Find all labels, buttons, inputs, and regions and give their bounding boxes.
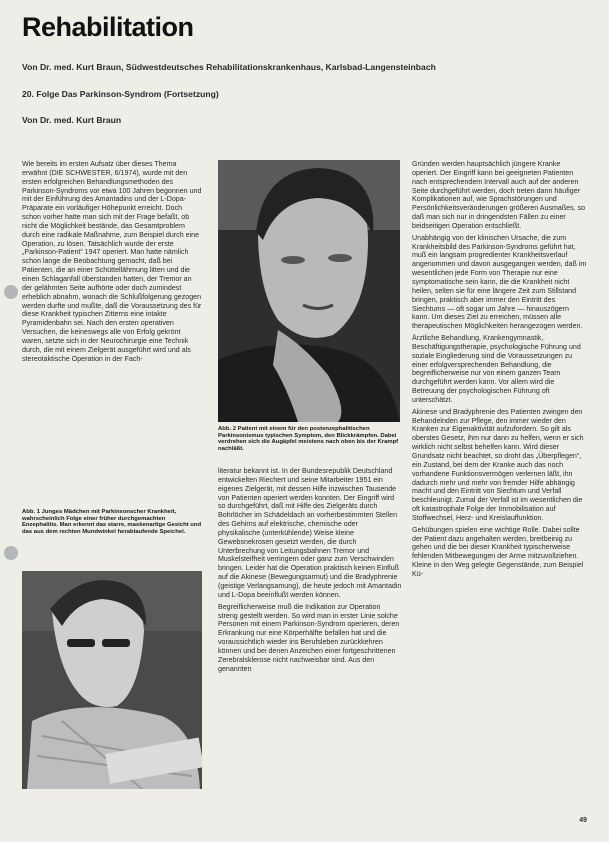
column-3 (412, 160, 588, 582)
author-affiliation: Von Dr. med. Kurt Braun, Südwestdeutsches Rehabilitationskrankenhaus, Karlsbad-Langensteinbach (22, 62, 436, 72)
column-2 (218, 467, 402, 676)
paragraph: literatur bekannt ist. In der Bundesrepublik Deutschland entwickelten Riechert und seine Mitarbeiter 1951 ein eigenes Zielgerät, mit dessen Hilfe inzwischen Tausende von Patienten operiert werden konnten. Der Eingriff wird so durchgeführt, daß mit Hilfe des Zielgeräts durch Bohrlöcher im Schädeldach an vorherbestimmten Stellen des Gehirns auf elektrische, chemische oder physikalische (unterkühlende) Weise kleine Gewebsnekrosen gesetzt werden, die durch Unterbrechung von Leitungsbahnen Tremor und Muskelsteifheit verringern oder ganz zum Verschwinden bringen. Leider hat die Operation praktisch keinen Einfluß auf die Akinese (Bewegungsarmut) und die Bradyphrenie (geistige Verlangsamung), die heute jedoch mit Amantadin und L-Dopa beeinflußt werden können. (218, 467, 402, 599)
binder-hole-bottom (4, 546, 18, 560)
figure-1-photo (22, 571, 202, 789)
figure-1-caption: Abb. 1 Junges Mädchen mit Parkinsonscher Krankheit, wahrscheinlich Folge einer früher durchgemachten Enzephalitis. Man erkennt das starre, maskenartige Gesicht und das aus dem rechten Mundwinkel herablaufende Speichel. (22, 509, 202, 535)
series-heading: 20. Folge Das Parkinson-Syndrom (Fortsetzung) (22, 89, 219, 99)
paragraph: Begreiflicherweise muß die Indikation zur Operation streng gestellt werden. So wird man in erster Linie solche Personen mit einem Parkinson-Syndrom operieren, deren Erkrankung nur eine Körperhälfte befallen hat und die voraussichtlich wieder ins Berufsleben zurückkehren können und bei denen Anzeichen einer fortgeschrittenen Zerebralsklerose nicht nachweisbar sind. Aus den genannten (218, 602, 400, 673)
paragraph: Unabhängig von der klinischen Ursache, die zum Krankheitsbild des Parkinson-Syndroms geführt hat, muß ein langsam progredienter Krankheitsverlauf angenommen und davon ausgegangen werden, daß im wesentlichen jede Form von Therapie nur eine symptomatische sein kann, die die Krankheit nicht heilen, selten sie für eine längere Zeit zum Stillstand bringen, praktisch aber immer den Eintritt des Siechtums — oft sogar um Jahre — hinauszögern kann. Um dieses Ziel zu erreichen, müssen alle therapeutischen Möglichkeiten herangezogen werden. (412, 233, 587, 331)
article-title: Rehabilitation (22, 12, 194, 42)
figure-2-caption: Abb. 2 Patient mit einem für den postenzephalitischen Parkinsonismus typischen Symptom, den Blickkrämpfen. Dabei verdrehen sich die Augäpfel meistens nach oben bis der Krampf nachläßt. (218, 426, 399, 452)
column-1 (22, 160, 202, 366)
paragraph: Akinese und Bradyphrenie des Patienten zwingen den Behandelnden zur Pflege, den immer wieder den Kranken zur Eigenaktivität aufzufordern. So gilt als oberstes Gesetz, ihm nur dann zu helfen, wenn er sich wirklich nicht selbst behelfen kann. Wird dieser Grundsatz nicht beachtet, so droht das „Überpflegen“, ein Zustand, bei dem der Kranke auch das noch vorhandene Funktionsvermögen verlernen läßt, ihn dadurch mehr und mehr von fremder Hilfe abhängig macht und den Eintritt von Siechtum und Verfall beschleunigt. Zumal der Verfall ist im wesentlichen die oft katastrophale Folge der Immobilisation auf Stoffwechsel, Herz- und Kreislauffunktion. (412, 407, 584, 522)
binder-hole-top (4, 285, 18, 299)
byline: Von Dr. med. Kurt Braun (22, 115, 122, 125)
page-number: 49 (579, 817, 587, 824)
paragraph: Wie bereits im ersten Aufsatz über dieses Thema erwähnt (DIE SCHWESTER, 6/1974), wurde mit den ersten erfolgreichen Behandlungsmethoden des Parkinson-Syndroms vor etwa 100 Jahren begonnen und mit der Einführung des Amantadins und der L-Dopa-Präparate ein vorläufiger Höhepunkt erreicht. Doch schon vorher hatte man sich mit der Frage befaßt, ob nicht die Möglichkeit bestände, das Gesamtproblem durch eine radikale Maßnahme, zum Beispiel durch eine Operation, zu lösen. Tatsächlich wurde der erste „Parkinson-Patient“ 1947 operiert. Man hatte nämlich schon lange die Beobachtung gemacht, daß bei Patienten, die an einer Schüttellähmung litten und die einen Schlaganfall überstanden hatten, der Tremor an der gelähmten Seite aufhörte oder doch zumindest erheblich abnahm, wonach die Schlußfolgerung gezogen werden durfte und mußte, daß die Voraussetzung des für diese Krankheit typischen Zitterns eine intakte Pyramidenbahn sei. Nach den ersten operativen Versuchen, die keineswegs alle von Erfolg gekrönt waren, setzte sich in der Neurochirurgie eine Technik durch, die mit einem Zielgerät ausgeführt wird und als stereotaktische Operation in der Fach- (22, 160, 202, 363)
paragraph: Gehübungen spielen eine wichtige Rolle. Dabei sollte der Patient dazu angehalten werden, breitbeinig zu gehen und die bei dieser Krankheit typischerweise fehlenden Mitbewegungen der Arme mitzuvollziehen. Kleine in den Weg gelegte Gegenstände, zum Beispiel Kü- (412, 525, 584, 578)
figure-2-photo (218, 160, 400, 422)
paragraph: Gründen werden hauptsächlich jüngere Kranke operiert. Der Eingriff kann bei geeigneten Patienten nach entsprechendem Intervall auch auf der anderen Seite durchgeführt werden, doch treten dann häufiger Komplikationen auf, wie Sprachstörungen und Persönlichkeitsveränderungen größeren Ausmaßes, so daß man sich nur in dringendsten Fällen zu einer beidseitigen Operation entschließt. (412, 160, 586, 230)
paragraph: Ärztliche Behandlung, Krankengymnastik, Beschäftigungstherapie, psychologische Führung und soziale Eingliederung sind die Voraussetzungen zu einer erfolgversprechenden Behandlung, die begreiflicherweise nur von einem ganzen Team durchgeführt werden kann. Vor allem wird die Betreuung der psychologischen Führung oft unterschätzt. (412, 334, 581, 404)
